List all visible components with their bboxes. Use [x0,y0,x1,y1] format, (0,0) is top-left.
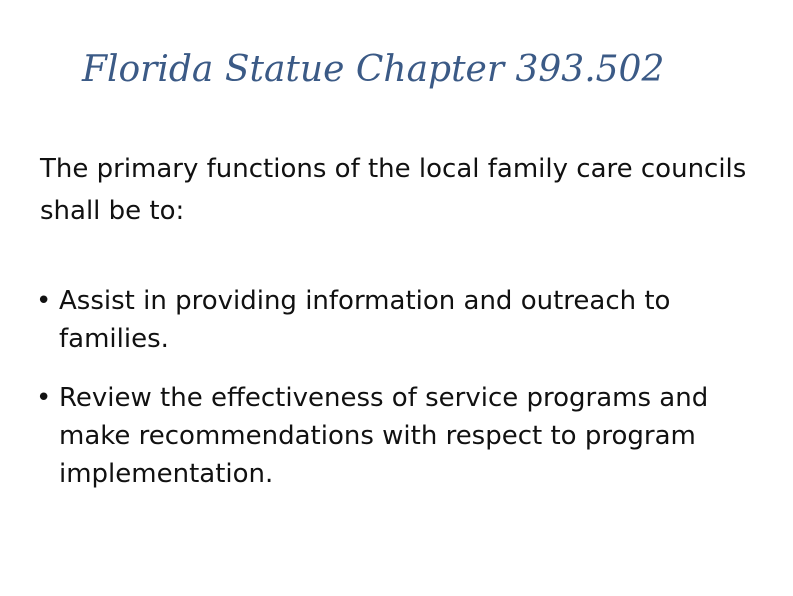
bullet-text: Review the effectiveness of service programs and make recommendations with respect to program implementation. [59,383,709,489]
bullet-item [36,379,786,493]
bullet-marker: • [36,286,52,316]
intro-text: The primary functions of the local family care councils shall be to: [40,154,747,226]
slide-title: Florida Statue Chapter 393.502 [82,49,665,90]
bullet-text: Assist in providing information and outreach to families. [59,286,671,354]
bullet-item [36,282,786,358]
bullet-marker: • [36,383,52,413]
bullet-list [36,282,786,493]
